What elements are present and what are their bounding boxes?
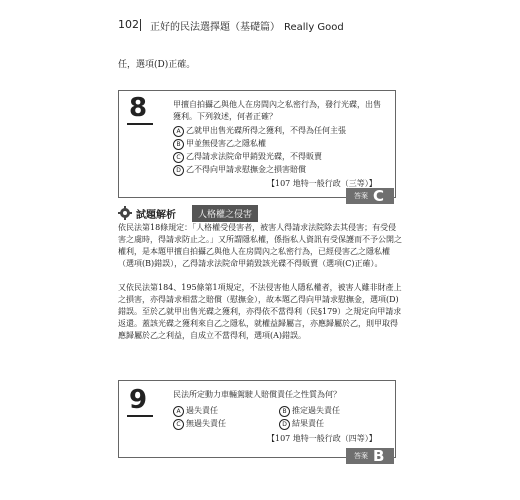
option-marker: C: [173, 419, 184, 430]
question-9-box: [118, 380, 396, 458]
option-marker: D: [279, 419, 290, 430]
option-a: [173, 405, 218, 417]
option-text: 推定過失責任: [292, 406, 340, 415]
question-number: 9: [129, 385, 148, 415]
answer-label: 答案: [354, 452, 368, 460]
option-text: 結果責任: [292, 419, 324, 428]
question-number-underline: [127, 123, 153, 125]
question-8-box: [118, 90, 396, 198]
option-marker: A: [173, 406, 184, 417]
analysis-title: 試題解析: [136, 210, 176, 221]
option-marker: C: [173, 152, 184, 163]
book-title-en: Really Good: [284, 22, 344, 33]
analysis-paragraph-2: 又依民法第184、195條第1項規定，不法侵害他人隱私權者，被害人雖非財產上之損害，亦得請求相當之賠償（慰撫金），故本題乙得向甲請求慰撫金，選項(D)錯誤。至於乙就甲出售光碟之獲利，亦得依不當得利（民§179）之規定向甲請求返還。蓋該光碟之獲利來自乙之隱私，就權益歸屬言，亦應歸屬於乙，則甲取得應歸屬於乙之利益，自成立不當得利，選項(A)錯誤。: [118, 283, 402, 340]
header-divider: [140, 19, 141, 31]
book-title-zh: 正好的民法選擇題（基礎篇）: [150, 22, 280, 33]
option-c: [173, 151, 322, 163]
option-a: [173, 125, 346, 137]
answer-tab: [346, 188, 394, 204]
option-marker: B: [173, 139, 184, 150]
option-text: 甲並無侵害乙之隱私權: [186, 139, 266, 148]
question-stem: 民法所定動力車輛駕駛人賠償責任之性質為何？: [173, 390, 341, 399]
option-b: [173, 138, 266, 150]
answer-label: 答案: [354, 192, 368, 200]
option-marker: B: [279, 406, 290, 417]
option-d: [173, 164, 306, 176]
gear-icon: [118, 206, 132, 220]
option-d: [279, 418, 324, 430]
option-text: 乙不得向甲請求慰撫金之損害賠償: [186, 165, 306, 174]
answer-tab: [346, 448, 394, 464]
question-source: 【107 地特一般行政（四等）】: [267, 434, 377, 443]
option-text: 乙得請求法院命甲銷毀光碟，不得販賣: [186, 152, 322, 161]
question-number-underline: [127, 415, 153, 417]
analysis-header: [118, 205, 418, 221]
topic-tag: 人格權之侵害: [192, 205, 258, 222]
previous-conclusion: 任，選項(D)正確。: [118, 60, 196, 70]
question-number: 8: [129, 93, 148, 123]
answer-letter: B: [373, 447, 385, 465]
page-header: [118, 18, 418, 34]
option-text: 乙就甲出售光碟所得之獲利，不得為任何主張: [186, 126, 346, 135]
option-b: [279, 405, 340, 417]
book-title: [150, 18, 344, 33]
answer-letter: C: [373, 187, 385, 205]
analysis-paragraph-1: 依民法第18條規定：「人格權受侵害者，被害人得請求法院除去其侵害；有受侵害之虞時，得請求防止之。」又所謂隱私權，係指私人資訊有受保護而不予公開之權利，是本題甲擅自拍攝乙與他人在房間內之私密行為，已經侵害乙之隱私權（選項(B)錯誤），乙得請求法院命甲銷毀該光碟不得販賣（選項(C)正確）。: [118, 223, 402, 268]
question-source: 【107 地特一般行政（三等）】: [267, 179, 377, 188]
option-c: [173, 418, 226, 430]
question-stem: 甲擅自拍攝乙與他人在房間內之私密行為，發行光碟，出售獲利。下列敘述，何者正確？: [173, 100, 381, 121]
page-number: 102: [118, 18, 139, 31]
option-marker: A: [173, 126, 184, 137]
option-marker: D: [173, 165, 184, 176]
option-text: 無過失責任: [186, 419, 226, 428]
option-text: 過失責任: [186, 406, 218, 415]
